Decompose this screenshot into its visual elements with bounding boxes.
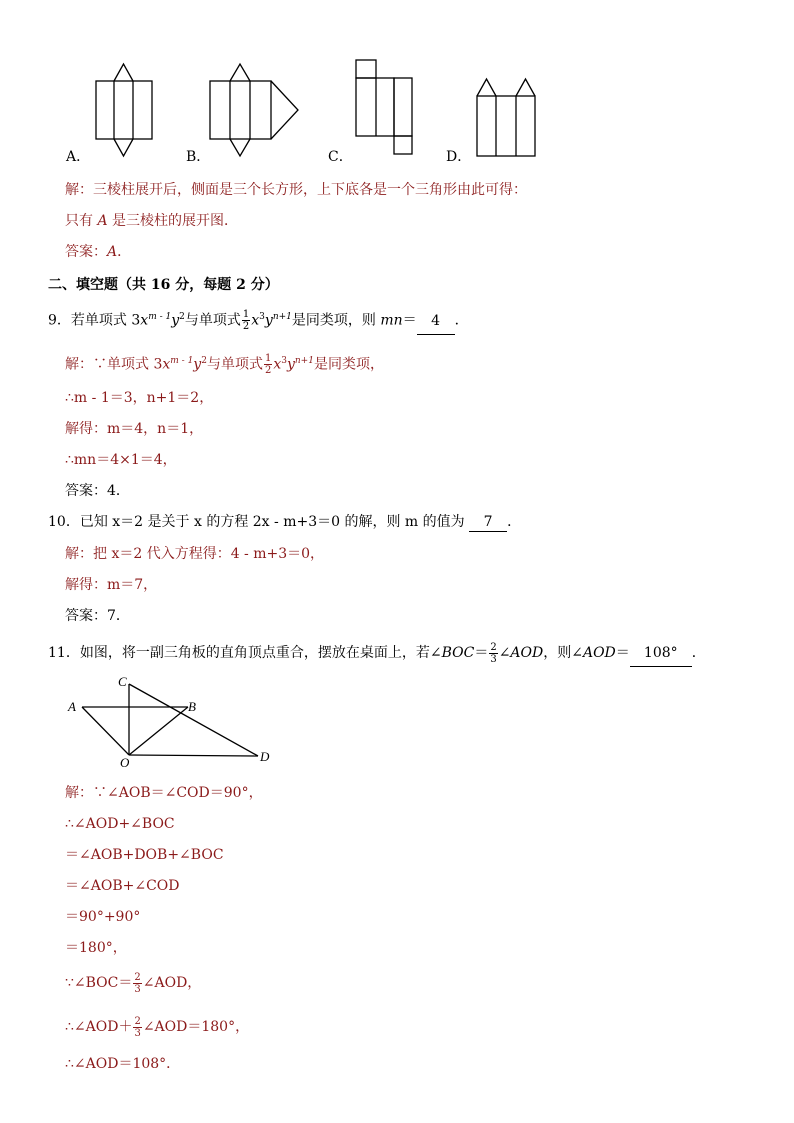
section-heading: 二、填空题（共 16 分，每题 2 分）: [48, 277, 279, 293]
q11-answer-blank: 108°: [630, 640, 692, 667]
q9-question: 9．若单项式 $3x^{m - 1}y^2$与单项式 $\frac{1}{2}$ $x^3y^{n+1}$是同类项，则 mn＝ 4 ．: [48, 304, 469, 335]
q9-fraction: $\frac{1}{2}$: [242, 309, 250, 333]
q9-solution-line3: 解得：m＝4，n＝1，: [65, 421, 204, 437]
q10-answer-blank: 7: [469, 513, 507, 532]
q11-solution-line3: ＝∠AOB+DOB+∠BOC: [65, 847, 224, 863]
q8-solution-line1: 解：三棱柱展开后，侧面是三个长方形，上下底各是一个三角形由此可得：: [65, 182, 527, 198]
q8-answer: 答案：A．: [65, 244, 132, 260]
q11-fraction: $\frac{2}{3}$: [490, 641, 497, 665]
label-b: B: [188, 699, 196, 714]
q11-solution-line5: ＝90°+90°: [65, 909, 141, 925]
q11-question: 11．如图，将一副三角板的直角顶点重合，摆放在桌面上，若∠BOC＝ $\frac{2}{3}$ ∠AOD，则∠AOD＝ 108° ．: [48, 640, 706, 667]
option-d-label: D．: [446, 149, 472, 165]
q10-solution-line1: 解：把 x＝2 代入方程得：4 - m+3＝0，: [65, 546, 325, 562]
q9-solution-line4: ∴mn＝4×1＝4，: [65, 452, 177, 468]
q9-answer: 答案：4．: [65, 483, 130, 499]
option-a-label: A．: [66, 149, 91, 165]
q11-solution-line6: ＝180°，: [65, 940, 127, 956]
q9-solution-line2: ∴m - 1＝3，n+1＝2，: [65, 390, 214, 406]
option-d-figure: [475, 76, 539, 164]
option-c-figure: [354, 58, 416, 162]
q10-solution-line2: 解得：m＝7，: [65, 577, 158, 593]
label-d: D: [260, 749, 270, 764]
label-a: A: [68, 699, 76, 714]
q10-question: 10．已知 x＝2 是关于 x 的方程 2x - m+3＝0 的解，则 m 的值为 7 ．: [48, 514, 522, 530]
option-a-figure: [94, 62, 154, 162]
q11-solution-line8: ∴∠AOD＋ $\frac{2}{3}$ ∠AOD＝180°，: [65, 1015, 250, 1039]
q8-solution-line2: 只有 A 是三棱柱的展开图．: [65, 213, 239, 229]
option-b-figure: [208, 62, 300, 162]
label-o: O: [120, 755, 130, 770]
q11-solution-line2: ∴∠AOD+∠BOC: [65, 816, 175, 832]
option-c-label: C．: [328, 149, 353, 165]
q9-solution-line1: 解：∵单项式 $3x^{m - 1}y^2$与单项式 $\frac{1}{2}$ $x^3y^{n+1}$是同类项，: [65, 353, 384, 377]
q10-answer: 答案：7．: [65, 608, 130, 624]
q11-triangle-figure: [60, 670, 280, 774]
q11-solution-line7: ∵∠BOC＝ $\frac{2}{3}$ ∠AOD，: [65, 971, 202, 995]
q11-solution-line9: ∴∠AOD＝108°．: [65, 1056, 181, 1072]
label-c: C: [118, 674, 127, 689]
q9-answer-blank: 4: [417, 308, 455, 335]
q11-solution-line1: 解：∵∠AOB＝∠COD＝90°，: [65, 785, 263, 801]
option-b-label: B．: [186, 149, 211, 165]
q11-solution-line4: ＝∠AOB+∠COD: [65, 878, 180, 894]
